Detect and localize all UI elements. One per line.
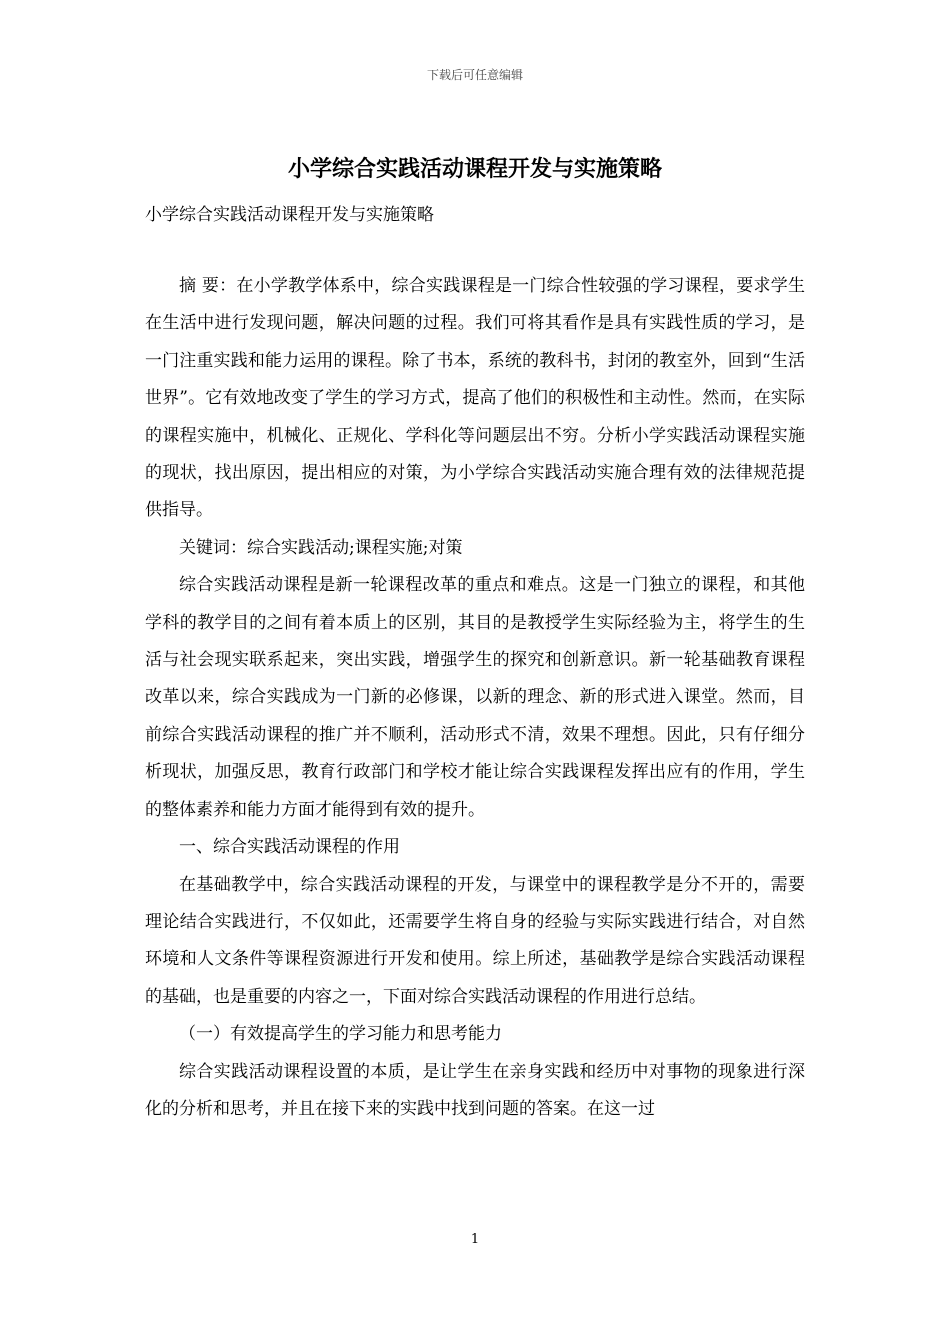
intro-paragraph: 综合实践活动课程是新一轮课程改革的重点和难点。这是一门独立的课程，和其他学科的教学目的之间有着本质上的区别，其目的是教授学生实际经验为主，将学生的生活与社会现实联系起来，突出实践，增强学生的探究和创新意识。新一轮基础教育课程改革以来，综合实践成为一门新的必修课，以新的理念、新的形式进入课堂。然而，目前综合实践活动课程的推广并不顺利，活动形式不清，效果不理想。因此，只有仔细分析现状，加强反思，教育行政部门和学校才能让综合实践课程发挥出应有的作用，学生的整体素养和能力方面才能得到有效的提升。 xyxy=(145,575,805,820)
page-number: 1 xyxy=(470,1232,480,1247)
document-body xyxy=(145,268,805,1128)
page-header-note: 下载后可任意编辑 xyxy=(426,68,523,82)
abstract-paragraph: 摘 要：在小学教学体系中，综合实践课程是一门综合性较强的学习课程，要求学生在生活中进行发现问题，解决问题的过程。我们可将其看作是具有实践性质的学习，是一门注重实践和能力运用的课程。除了书本，系统的教科书，封闭的教室外，回到“生活世界”。它有效地改变了学生的学习方式，提高了他们的积极性和主动性。然而，在实际的课程实施中，机械化、正规化、学科化等问题层出不穷。分析小学实践活动课程实施的现状，找出原因，提出相应的对策，为小学综合实践活动实施合理有效的法律规范提供指导。 xyxy=(145,276,805,521)
section-1-paragraph: 在基础教学中，综合实践活动课程的开发，与课堂中的课程教学是分不开的，需要理论结合实践进行，不仅如此，还需要学生将自身的经验与实际实践进行结合，对自然环境和人文条件等课程资源进行开发和使用。综上所述，基础教学是综合实践活动课程的基础，也是重要的内容之一，下面对综合实践活动课程的作用进行总结。 xyxy=(145,874,805,1007)
subsection-1-paragraph: 综合实践活动课程设置的本质，是让学生在亲身实践和经历中对事物的现象进行深化的分析和思考，并且在接下来的实践中找到问题的答案。在这一过 xyxy=(145,1061,805,1119)
document-subtitle: 小学综合实践活动课程开发与实施策略 xyxy=(145,205,434,225)
section-heading-1: 一、综合实践活动课程的作用 xyxy=(179,837,400,858)
subsection-heading-1: （一）有效提高学生的学习能力和思考能力 xyxy=(179,1024,502,1045)
document-title: 小学综合实践活动课程开发与实施策略 xyxy=(287,156,662,182)
keywords-paragraph: 关键词：综合实践活动;课程实施;对策 xyxy=(179,537,463,558)
